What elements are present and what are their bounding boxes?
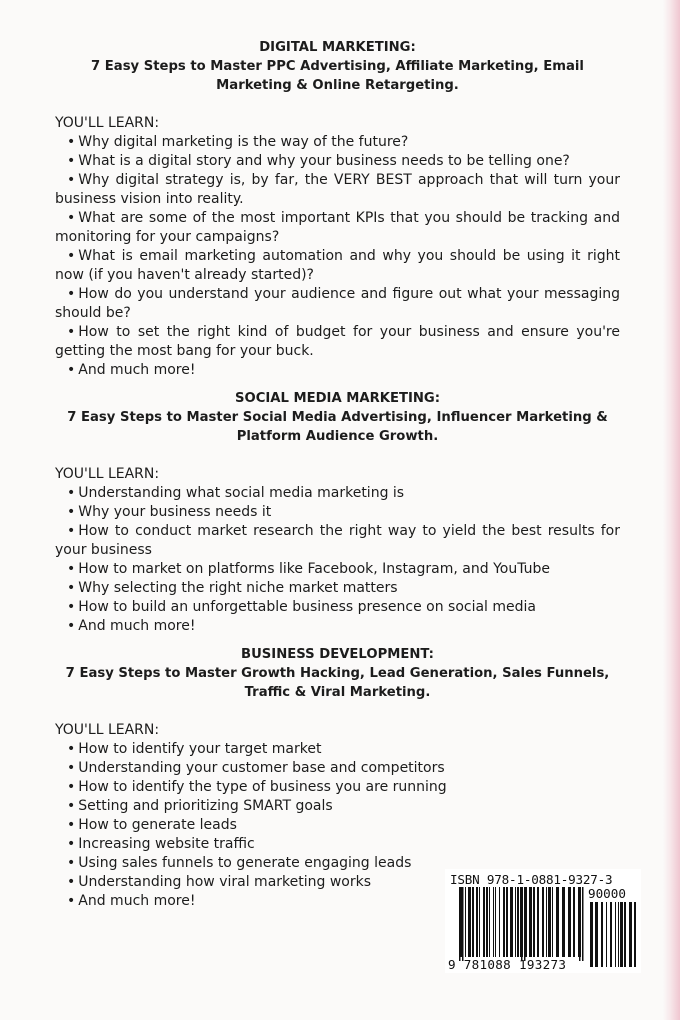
list-item	[55, 285, 620, 323]
barcode-bar	[634, 902, 636, 967]
digital-marketing-section	[55, 38, 620, 380]
barcode-digits: 9 781088 193273	[448, 957, 567, 972]
list-item	[55, 484, 620, 503]
barcode-guard-bar	[579, 887, 581, 961]
list-item	[55, 816, 620, 835]
list-item-text: How to conduct market research the right way to yield the best results for your business	[55, 523, 620, 558]
bullet-icon: •	[67, 210, 76, 226]
barcode-bar	[546, 887, 547, 957]
barcode-bar	[533, 887, 535, 957]
barcode-guard-bar	[582, 887, 584, 961]
barcode-bar	[620, 902, 623, 967]
social-media-marketing-section	[55, 389, 620, 636]
barcode-bar	[562, 887, 565, 957]
list-item	[55, 579, 620, 598]
barcode-bar	[568, 887, 571, 957]
addon-code: 90000	[588, 886, 626, 901]
bullet-icon: •	[67, 779, 76, 795]
list-item	[55, 171, 620, 209]
barcode-bar	[529, 887, 532, 957]
section-heading: SOCIAL MEDIA MARKETING:	[234, 391, 441, 406]
barcode-bar	[552, 887, 553, 957]
section-subtitle: 7 Easy Steps to Master Social Media Advertising, Influencer Marketing & Platform Audience Growth.	[67, 410, 608, 444]
barcode-bar	[503, 887, 505, 957]
bullet-icon: •	[67, 893, 76, 909]
barcode-bar	[515, 887, 516, 957]
list-item-text: Understanding your customer base and competitors	[78, 760, 445, 776]
list-item	[55, 797, 620, 816]
list-item-text: Why digital marketing is the way of the future?	[78, 134, 409, 150]
list-item	[55, 323, 620, 361]
list-item	[55, 740, 620, 759]
barcode-bar	[495, 887, 496, 957]
barcode-guard-bar	[524, 887, 526, 961]
bullet-icon: •	[67, 874, 76, 890]
list-item-text: Setting and prioritizing SMART goals	[78, 798, 333, 814]
bullet-icon: •	[67, 760, 76, 776]
list-item-text: And much more!	[78, 618, 196, 634]
bullet-list	[55, 484, 620, 636]
barcode-bar	[595, 902, 598, 967]
barcode-bar	[629, 902, 632, 967]
isbn-label: ISBN 978-1-0881-9327-3	[450, 872, 613, 887]
learn-label: YOU'LL LEARN:	[55, 466, 160, 482]
barcode-bar	[537, 887, 539, 957]
bullet-icon: •	[67, 286, 76, 302]
section-heading: DIGITAL MARKETING:	[259, 40, 416, 55]
bullet-list	[55, 133, 620, 380]
back-cover-text	[55, 38, 620, 911]
barcode-bar	[606, 902, 607, 967]
list-item	[55, 247, 620, 285]
section-subtitle: 7 Easy Steps to Master PPC Advertising, Affiliate Marketing, Email Marketing & Online Retargeting.	[91, 59, 584, 93]
list-item	[55, 778, 620, 797]
bullet-icon: •	[67, 855, 76, 871]
barcode-bar	[489, 887, 490, 957]
bullet-icon: •	[67, 741, 76, 757]
bullet-icon: •	[67, 172, 76, 188]
bullet-icon: •	[67, 248, 76, 264]
list-item-text: How to market on platforms like Facebook, Instagram, and YouTube	[78, 561, 550, 577]
barcode-guard-bar	[462, 887, 464, 961]
list-item-text: How to build an unforgettable business presence on social media	[78, 599, 537, 615]
bullet-icon: •	[67, 836, 76, 852]
list-item-text: How to identify the type of business you are running	[78, 779, 447, 795]
list-item	[55, 617, 620, 636]
bullet-icon: •	[67, 134, 76, 150]
barcode-bar	[578, 887, 579, 957]
list-item-text: Increasing website traffic	[78, 836, 255, 852]
barcode-guard-bar	[521, 887, 523, 961]
bullet-icon: •	[67, 599, 76, 615]
list-item-text: Why your business needs it	[78, 504, 272, 520]
list-item-text: Using sales funnels to generate engaging leads	[78, 855, 412, 871]
barcode-bar	[493, 887, 494, 957]
list-item	[55, 759, 620, 778]
barcode-bar	[556, 887, 559, 957]
barcode-bar	[476, 887, 478, 957]
barcode-bar	[610, 902, 612, 967]
list-item	[55, 361, 620, 380]
bullet-icon: •	[67, 561, 76, 577]
list-item-text: And much more!	[78, 362, 196, 378]
list-item	[55, 152, 620, 171]
list-item	[55, 133, 620, 152]
barcode-bar	[510, 887, 513, 957]
list-item	[55, 522, 620, 560]
barcode-bar	[573, 887, 575, 957]
bullet-icon: •	[67, 324, 76, 340]
barcode-bar	[590, 902, 593, 967]
barcode-bar	[618, 902, 619, 967]
list-item-text: How do you understand your audience and figure out what your messaging should be?	[55, 286, 620, 321]
bullet-icon: •	[67, 485, 76, 501]
list-item-text: What are some of the most important KPIs that you should be tracking and monitoring for your campaigns?	[55, 210, 620, 245]
bullet-icon: •	[67, 504, 76, 520]
list-item-text: Understanding what social media marketing is	[78, 485, 405, 501]
barcode-bar	[479, 887, 480, 957]
barcode-bar	[468, 887, 471, 957]
bullet-icon: •	[67, 362, 76, 378]
barcode-bar	[483, 887, 485, 957]
barcode-bar	[548, 887, 551, 957]
list-item-text: What is a digital story and why your business needs to be telling one?	[78, 153, 570, 169]
section-heading: BUSINESS DEVELOPMENT:	[241, 647, 434, 662]
list-item-text: How to identify your target market	[78, 741, 322, 757]
section-subtitle: 7 Easy Steps to Master Growth Hacking, Lead Generation, Sales Funnels, Traffic & Viral Marketing.	[65, 666, 610, 700]
bullet-icon: •	[67, 523, 76, 539]
list-item-text: What is email marketing automation and why you should be using it right now (if you haven't already started)?	[55, 248, 620, 283]
barcode-bar	[601, 902, 603, 967]
list-item-text: Why digital strategy is, by far, the VERY BEST approach that will turn your business vision into reality.	[55, 172, 620, 207]
barcode-bar	[465, 887, 466, 957]
barcode-bar	[499, 887, 500, 957]
bullet-icon: •	[67, 153, 76, 169]
isbn-barcode	[445, 869, 641, 973]
barcode-bar	[615, 902, 616, 967]
barcode-guard-bar	[459, 887, 461, 961]
bullet-icon: •	[67, 798, 76, 814]
list-item	[55, 560, 620, 579]
bullet-icon: •	[67, 618, 76, 634]
list-item	[55, 209, 620, 247]
list-item-text: Why selecting the right niche market matters	[78, 580, 398, 596]
list-item-text: How to set the right kind of budget for your business and ensure you're getting the most bang for your buck.	[55, 324, 620, 359]
list-item-text: How to generate leads	[78, 817, 237, 833]
list-item-text: Understanding how viral marketing works	[78, 874, 372, 890]
bullet-icon: •	[67, 580, 76, 596]
barcode-bar	[624, 902, 626, 967]
barcode-bar	[542, 887, 544, 957]
list-item-text: And much more!	[78, 893, 196, 909]
learn-label: YOU'LL LEARN:	[55, 115, 160, 131]
barcode-bar	[517, 887, 519, 957]
list-item	[55, 598, 620, 617]
barcode-bar	[506, 887, 508, 957]
list-item	[55, 835, 620, 854]
list-item	[55, 503, 620, 522]
learn-label: YOU'LL LEARN:	[55, 722, 160, 738]
bullet-icon: •	[67, 817, 76, 833]
barcode-bar	[486, 887, 488, 957]
barcode-bar	[472, 887, 474, 957]
